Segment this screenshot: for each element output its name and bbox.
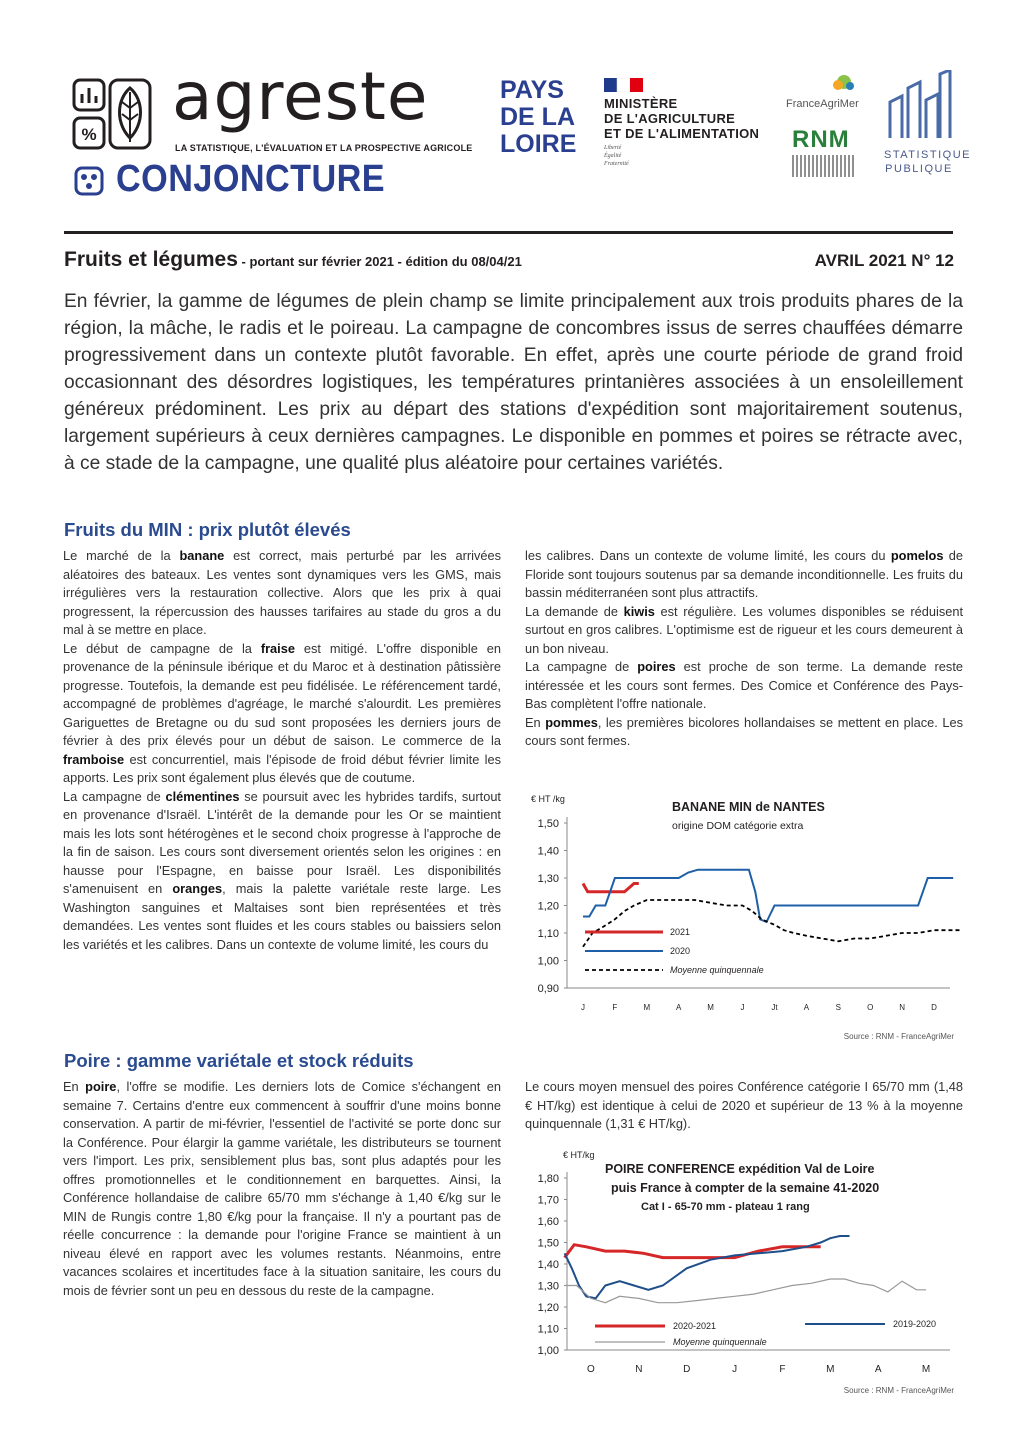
text: de Floride sont toujours soutenus par sa demande inconditionnelle. Les fruits du bassin méditerranéen sont plus attractifs. [525,548,963,600]
motto-line: Fraternité [604,161,629,167]
x-tick-label: S [835,1003,841,1012]
text: La demande de [525,603,624,619]
x-tick-label: A [676,1003,682,1012]
legend-label: Moyenne quinquennale [673,1337,767,1347]
x-tick-label: A [874,1364,882,1375]
x-tick-label: M [826,1364,835,1375]
text: , les premières bicolores hollandaises se mettent en place. Les cours sont fermes. [525,714,963,748]
section1-column-left [63,547,501,1033]
region-line: PAYS [500,76,564,104]
rnm-logo [792,127,854,177]
conjoncture-label: CONJONCTURE [116,158,386,200]
x-tick-label: D [683,1364,691,1375]
series-line-2 [583,900,960,947]
y-tick-label: 1,10 [537,1323,559,1336]
region-line: LOIRE [500,130,577,158]
chart-poire [525,1148,960,1403]
text: Le début de campagne de la [63,640,261,656]
document-title: Fruits et légumes [64,248,238,271]
chart2-source: Source : RNM - FranceAgriMer [843,1386,954,1395]
y-tick-label: 1,80 [537,1173,559,1185]
stat-line: PUBLIQUE [885,163,953,175]
x-tick-label: N [635,1364,643,1375]
section2-column-left [63,1078,501,1300]
agreste-tagline: LA STATISTIQUE, L'ÉVALUATION ET LA PROSPECTIVE AGRICOLE [175,143,473,153]
x-tick-label: N [899,1003,906,1012]
x-tick-label: F [612,1003,618,1012]
text: , mais la palette variétale reste large. Les Washington sanguines et Maltaises sont bien représentées et très demandées. Les ventes sont fluides et les cours stables ou baissiers selon les variétés et les calibres. Dans un contexte de volume limité, les cours du [63,881,501,952]
y-tick-label: 1,00 [537,955,559,968]
motto-line: Égalité [604,153,622,159]
series-line-1 [583,870,953,922]
paragraph-cours-moyen: Le cours moyen mensuel des poires Conférence catégorie I 65/70 mm (1,48 € HT/kg) est identique à celui de 2020 et supérieur de 13 % à la moyenne quinquennale (1,31 € HT/kg). [525,1079,963,1131]
legend-label: Moyenne quinquennale [670,965,764,975]
text: , l'offre se modifie. Les derniers lots de Comice s'échangent en semaine 7. Certains d'entre eux commencent à souffrir d'une moins bonne conservation. A partir de mi-février, l'essentiel de l'activité se porte donc sur la Conférence. Pour élargir la gamme variétale, les distributeurs se tournent vers l'import. Les prix, sensiblement plus bas, sont plus adaptés pour les offres promotionnelles et le conditionnement en barquettes. Ainsi, la Conférence hollandaise de calibre 65/70 mm s'échange à 1,40 €/kg sur le MIN de Rungis contre 1,80 €/kg pour la française. Il n'y a pourtant pas de réelle concurrence : la demande pour l'origine France se maintient à un niveau élevé en rapport avec les volumes restants. Néanmoins, entre vacances scolaires et incertitudes face à la situation sanitaire, les cours du mois de février sont un peu en dessous du reste de la campagne. [63,1079,501,1298]
x-tick-label: D [931,1003,937,1012]
chart1-plot [525,790,960,1045]
ministry-line: DE L'AGRICULTURE [604,111,736,126]
paragraph-banane [63,547,501,640]
stat-line: STATISTIQUE [884,149,971,161]
agreste-icon-grid [72,78,172,158]
x-tick-label: F [779,1364,786,1375]
legend-label: 2020 [670,946,691,956]
x-tick-label: Jt [771,1003,778,1012]
y-tick-label: 1,20 [537,900,559,913]
franceagrimer-logo [786,74,878,119]
keyword: poire [85,1079,117,1094]
issue-number: AVRIL 2021 N° 12 [814,251,954,270]
keyword: clémentines [165,788,240,804]
text: En [525,714,546,730]
legend-label: 2021 [670,927,691,937]
ministry-block [604,78,784,168]
series-line-2 [565,1279,927,1303]
svg-text:%: % [81,125,97,144]
text: est mitigé. L'offre disponible en provenance de la péninsule ibérique et du Maroc et à destination pâtissière progresse. Toutefois, la demande est peu fidélisée. Le référencement tardé, accompagné de problèmes d'agréage, le marché s'alourdit. Les premières Gariguettes de Bretagne ou du sud sont proposées les derniers jours de février à des prix élevés pour un début de saison. Le commerce de la [63,640,501,748]
agreste-logo [72,58,482,212]
chart-banane [525,790,960,1045]
chart1-title: BANANE MIN de NANTES [672,800,825,814]
y-tick-label: 1,20 [537,1302,559,1314]
chart1-subtitle: origine DOM catégorie extra [672,820,804,832]
paragraph-clementines [63,788,501,955]
chart1-ylabel: € HT /kg [531,794,565,804]
keyword: poires [637,659,676,674]
x-tick-label: J [740,1003,745,1012]
conjoncture-icon [74,166,104,196]
text: est concurrentiel, mais l'épisode de froid début février limite les apports. Les prix sont également plus élevés que de coutume. [63,751,501,785]
x-tick-label: M [707,1003,714,1012]
keyword: fraise [260,640,295,656]
paragraph-pomelos: les calibres. Dans un contexte de volume limité, les cours du pomelos de Floride sont toujours soutenus par sa demande inconditionnelle. Les fruits du bassin méditerranéen sont plus attractifs. [525,548,963,600]
section-heading-poire: Poire : gamme variétale et stock réduits [64,1050,414,1071]
motto-line: Liberté [604,145,622,151]
region-name [500,77,576,158]
y-tick-label: 1,40 [537,1259,559,1271]
x-tick-label: O [867,1003,874,1012]
paragraph-poires [525,658,963,714]
y-tick-label: 1,70 [537,1194,559,1207]
text: est régulière. Les volumes disponibles se réduisent surtout en gros calibres. L'optimisme est de rigueur et les cours demeurent à un bon niveau. [525,603,964,656]
section1-column-right [525,547,963,751]
chart2-title: POIRE CONFERENCE expédition Val de Loire [605,1162,875,1176]
statistique-publique-logo [884,70,971,176]
x-tick-label: A [803,1003,810,1012]
text: se poursuit avec les hybrides tardifs, surtout en provenance d'Israël. L'intérêt de la demande pour les Or se maintient mais les lots sont hétérogènes et le second choix progresse à l'approche de la fin de saison. Les cours sont diversement orientés selon les origines : en hausse pour l'Espagne, en baisse pour Israël. Les disponibilités s'amenuisent en [63,788,501,896]
text: En [63,1079,86,1094]
franceagrimer-leaf-icon [786,74,878,94]
paragraph-poire [63,1078,501,1300]
text: Le marché de la [63,548,180,563]
paragraph-fraise [63,640,501,788]
chart1-source: Source : RNM - FranceAgriMer [843,1032,954,1041]
ministry-line: MINISTÈRE [604,96,678,111]
x-tick-label: M [921,1364,931,1375]
text: La campagne de [525,659,638,674]
y-tick-label: 1,50 [537,818,559,830]
agreste-wordmark: agreste [172,58,429,135]
keyword: framboise [63,751,125,767]
legend-label: 2020-2021 [673,1321,717,1331]
x-tick-label: M [643,1003,651,1012]
y-tick-label: 1,40 [537,845,559,858]
ministry-line: ET DE L'ALIMENTATION [604,126,760,141]
x-tick-label: J [732,1364,738,1375]
keyword: pommes [545,714,598,730]
chart2-title2: puis France à compter de la semaine 41-2020 [611,1181,880,1195]
region-line: DE LA [500,103,575,131]
keyword: oranges [172,881,223,896]
paragraph-kiwis [525,603,963,659]
y-tick-label: 1,60 [537,1216,559,1228]
chart2-subtitle: Cat I - 65-70 mm - plateau 1 rang [641,1201,810,1213]
franceagrimer-label: FranceAgriMer [786,98,859,110]
legend-label: 2019-2020 [893,1319,937,1329]
keyword: pomelos [890,548,944,563]
text: La campagne de [63,788,166,804]
paragraph-pommes [525,714,963,751]
chart2-ylabel: € HT/kg [563,1150,595,1160]
keyword: kiwis [623,603,655,619]
text: est correct, mais perturbé par les arrivées aléatoires des bateaux. Les ventes sont dynamiques vers les GMS, mais irrégulières vers la restauration collective. Alors que les prix à quai progressent, la répercussion des hausses tarifaires au stade du gros a du mal à se mettre en place. [63,548,501,637]
marianne-flag-icon [604,78,644,92]
y-tick-label: 1,10 [537,928,559,940]
keyword: banane [179,548,225,563]
rnm-pattern [792,155,854,177]
lead-paragraph: En février, la gamme de légumes de plein champ se limite principalement aux trois produits phares de la région, la mâche, le radis et le poireau. La campagne de concombres issus de serres chauffées démarre progressivement dans un contexte plutôt favorable. En effet, après une courte période de grand froid occasionnant des désordres logistiques, les températures printanières associées à un ensoleillement généreux prédominent. Les prix au départ des stations d'expédition sont majoritairement soutenus, largement supérieurs à ceux dernières campagnes. Le disponible en pommes et poires se rétracte avec, à ce stade de la campagne, une qualité plus aléatoire pour certaines variétés. [64,291,963,474]
section2-column-right [525,1078,963,1134]
y-tick-label: 1,30 [537,873,559,885]
chart2-plot [525,1148,960,1403]
y-tick-label: 1,50 [537,1237,559,1250]
x-tick-label: J [580,1003,585,1012]
x-tick-label: O [587,1364,595,1375]
document-subtitle: - portant sur février 2021 - édition du 08/04/21 [237,254,522,269]
section-heading-fruits: Fruits du MIN : prix plutôt élevés [64,519,351,540]
y-tick-label: 0,90 [537,983,559,995]
y-tick-label: 1,30 [537,1280,559,1293]
header-rule [64,231,953,234]
y-tick-label: 1,00 [537,1345,559,1357]
rnm-label: RNM [792,126,850,153]
document-title-row [64,248,954,272]
statistique-bars-icon [884,70,954,140]
text: est proche de son terme. La demande reste intéressée et les cours sont fermes. Des Comice et Conférence des Pays-Bas complètent l'offre nationale. [525,659,963,711]
